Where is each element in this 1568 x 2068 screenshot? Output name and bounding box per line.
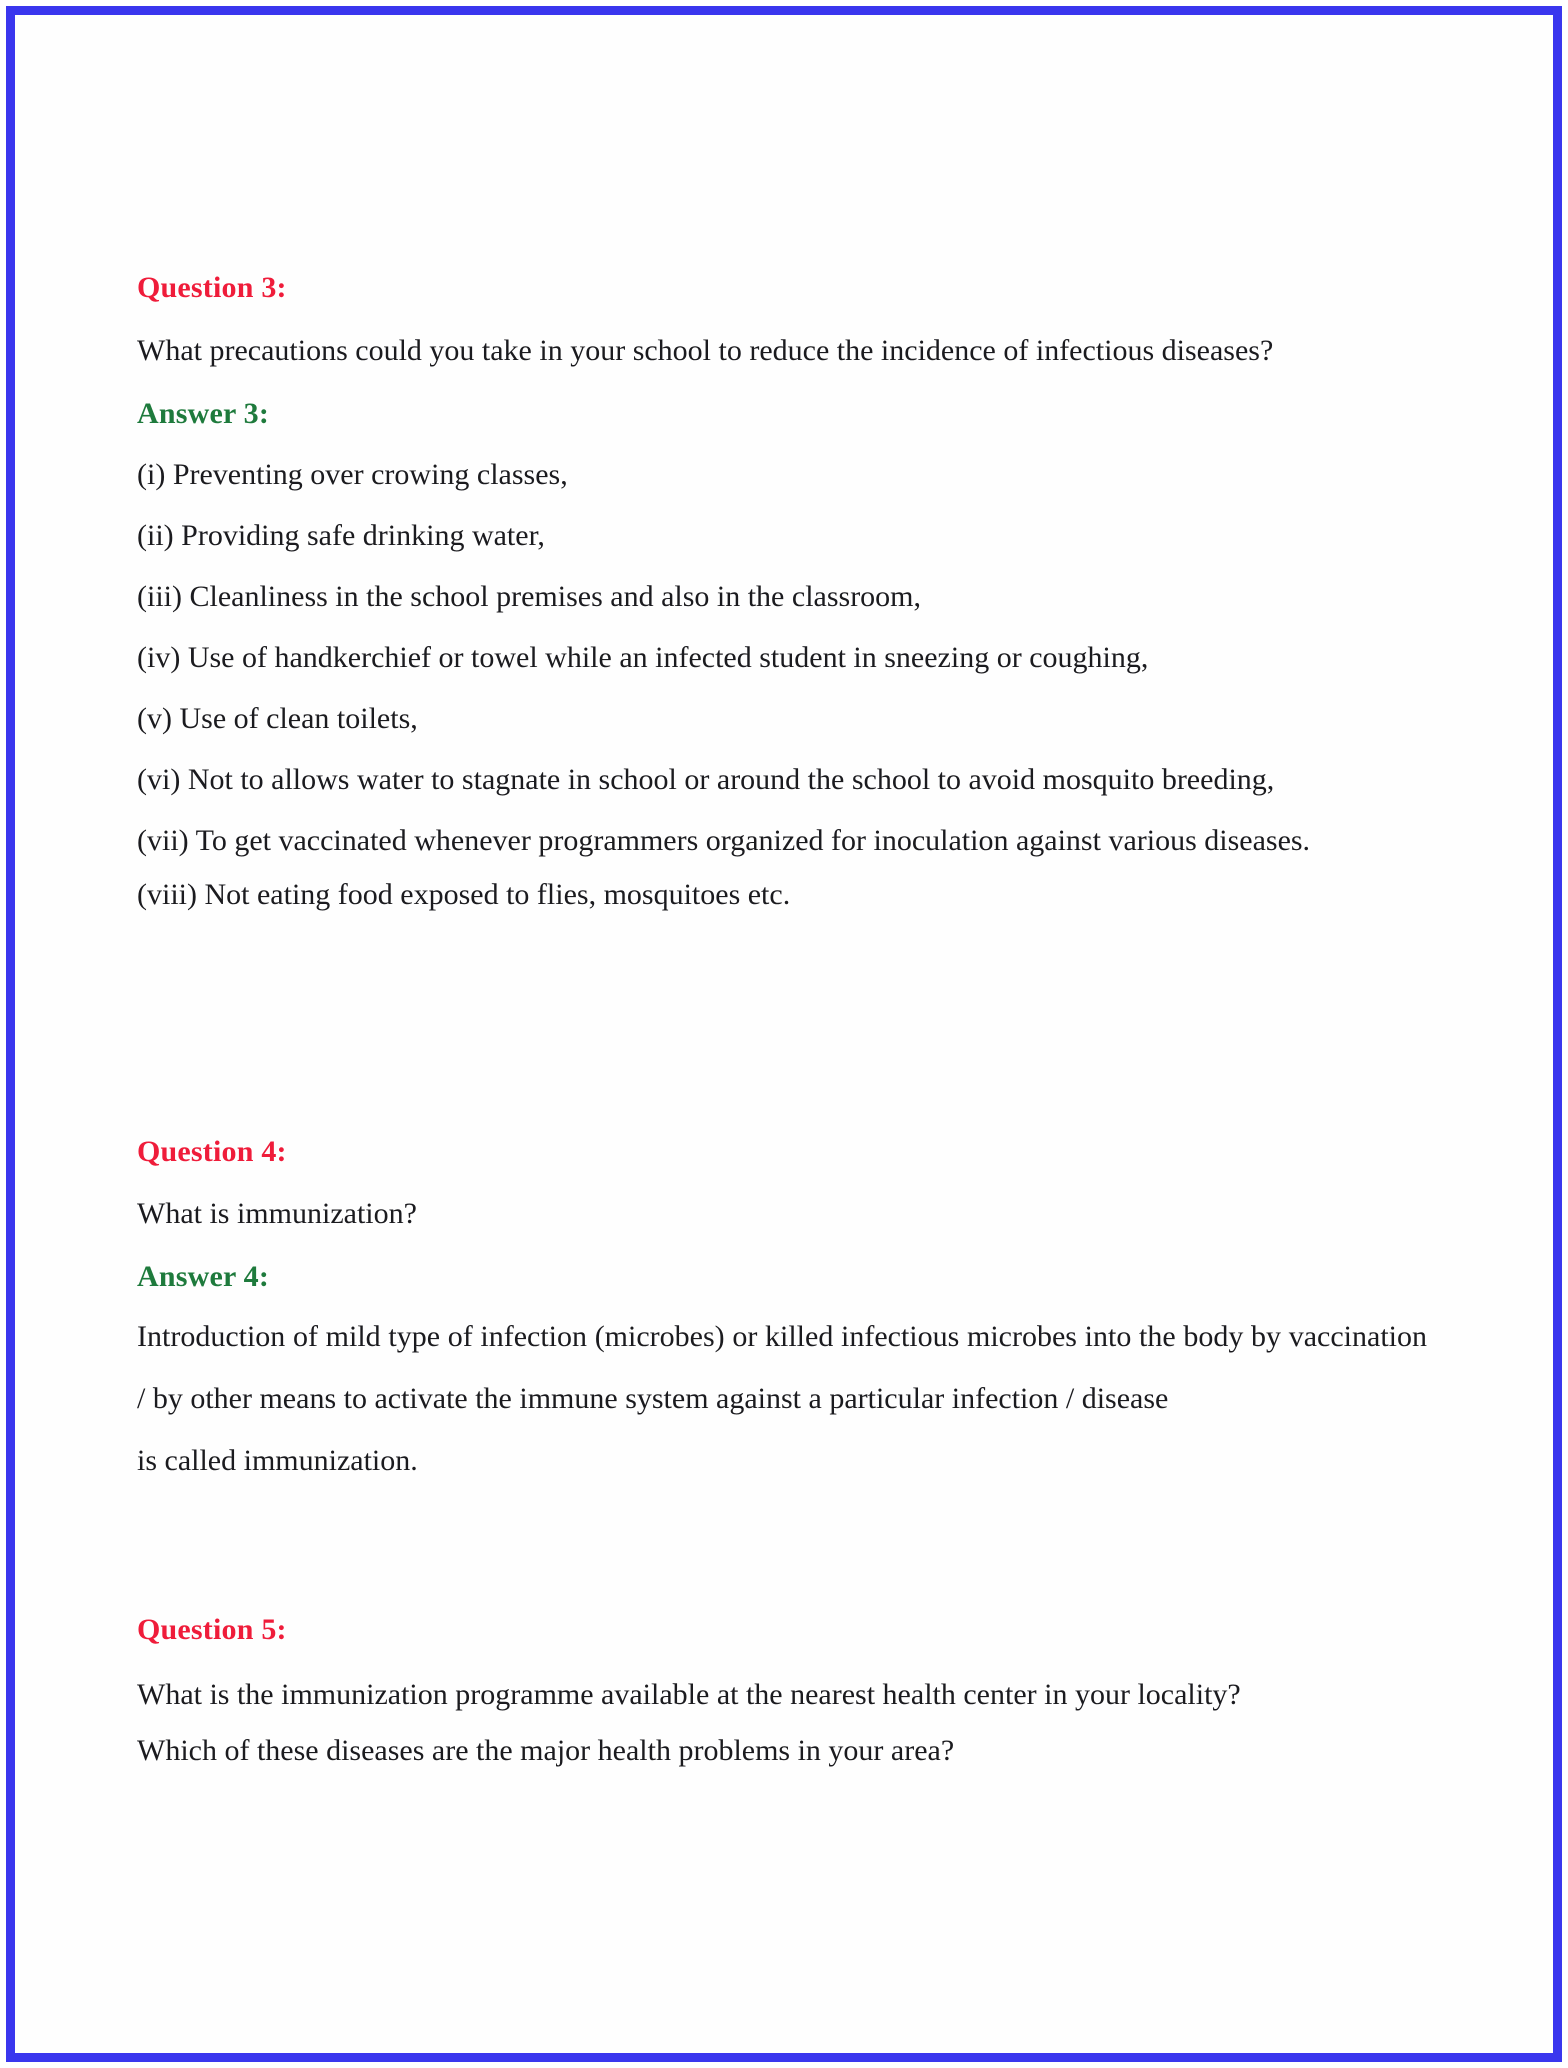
question-4-text: What is immunization? bbox=[137, 1197, 417, 1230]
answer-4-paragraph-last: is called immunization. bbox=[137, 1444, 418, 1477]
list-item: (ii) Providing safe drinking water, bbox=[137, 519, 545, 552]
list-item: (iii) Cleanliness in the school premises and also in the classroom, bbox=[137, 580, 922, 613]
question-5-text-line-2: Which of these diseases are the major health problems in your area? bbox=[137, 1734, 955, 1767]
question-5-section bbox=[137, 1615, 1449, 1766]
question-3-text: What precautions could you take in your school to reduce the incidence of infectious diseases? bbox=[137, 334, 1274, 367]
page-border-frame bbox=[6, 6, 1562, 2062]
list-item: (iv) Use of handkerchief or towel while an infected student in sneezing or coughing, bbox=[137, 641, 1149, 674]
list-item: (viii) Not eating food exposed to flies, mosquitoes etc. bbox=[137, 878, 791, 911]
answer-4-heading: Answer 4: bbox=[137, 1260, 270, 1293]
question-4-section bbox=[137, 1137, 1449, 1492]
list-item: (vi) Not to allows water to stagnate in school or around the school to avoid mosquito breeding, bbox=[137, 763, 1275, 796]
page-paper bbox=[15, 15, 1553, 2053]
question-4-heading: Question 4: bbox=[137, 1135, 287, 1168]
question-5-text-line-1: What is the immunization programme available at the nearest health center in your locality? bbox=[137, 1678, 1241, 1711]
list-item: (vii) To get vaccinated whenever programmers organized for inoculation against various diseases. bbox=[137, 824, 1311, 857]
answer-3-heading: Answer 3: bbox=[137, 397, 270, 430]
list-item: (i) Preventing over crowing classes, bbox=[137, 458, 568, 491]
list-item: (v) Use of clean toilets, bbox=[137, 702, 418, 735]
question-5-heading: Question 5: bbox=[137, 1613, 287, 1646]
answer-4-paragraph bbox=[137, 1306, 1427, 1492]
answer-4-paragraph-main: Introduction of mild type of infection (microbes) or killed infectious microbes into the body by vaccination / by other means to activate the immune system against a particular infection / disease bbox=[137, 1320, 1427, 1415]
answer-3-list bbox=[137, 460, 1449, 910]
question-3-heading: Question 3: bbox=[137, 271, 287, 304]
question-3-section bbox=[137, 273, 1449, 910]
